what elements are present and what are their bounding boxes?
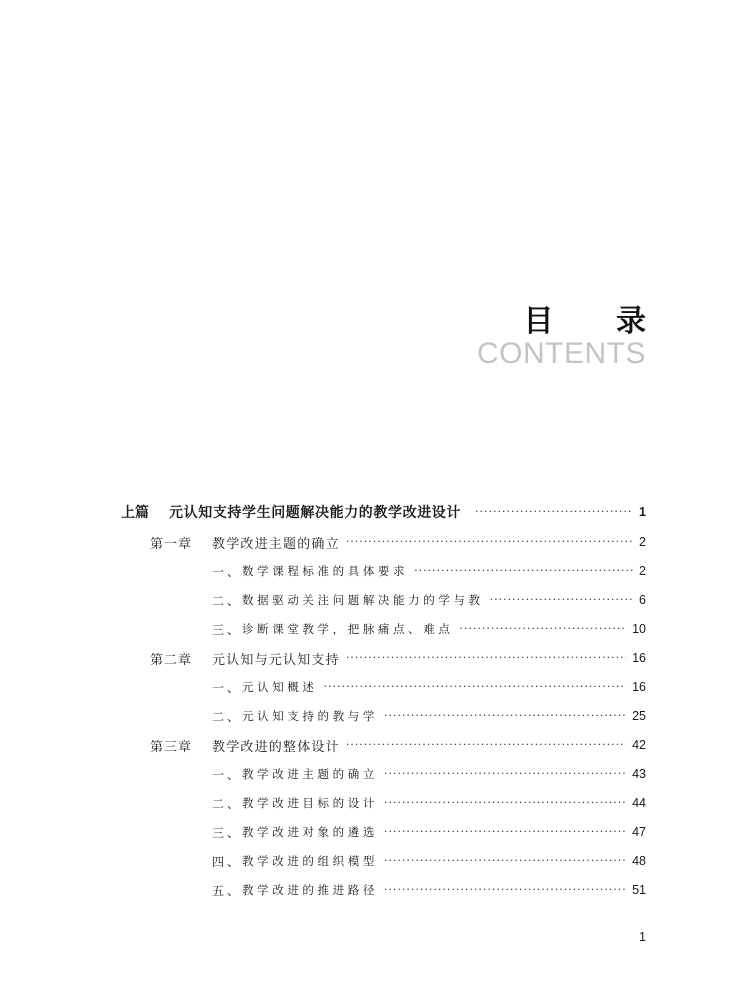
page-number: 1 [639, 930, 646, 944]
dot-leader [384, 704, 626, 728]
dot-leader [414, 559, 633, 583]
toc-section-label: 二、 [212, 796, 243, 811]
toc-section-page: 6 [639, 593, 646, 607]
toc-section-title: 教学改进的推进路径 [242, 883, 378, 897]
toc-entry-chapter-1[interactable] [0, 530, 646, 554]
toc-section-label: 三、 [212, 622, 243, 637]
toc-section-title: 教学改进对象的遴选 [242, 825, 378, 839]
toc-heading-subtitle: CONTENTS [477, 337, 646, 370]
toc-entry-chapter-2[interactable] [0, 646, 646, 670]
dot-leader [384, 878, 626, 902]
toc-section-label: 一、 [212, 680, 243, 695]
toc-chapter-label: 第二章 [150, 652, 193, 668]
toc-entry-chapter-3[interactable] [0, 733, 646, 757]
toc-section-title: 教学改进目标的设计 [242, 796, 378, 810]
toc-section-page: 48 [632, 854, 646, 868]
dot-leader [384, 820, 626, 844]
toc-entry-section[interactable] [0, 588, 646, 612]
toc-section-title: 元认知支持的教与学 [242, 709, 378, 723]
dot-leader [384, 849, 626, 873]
toc-entry-section[interactable] [0, 559, 646, 583]
toc-section-page: 51 [632, 883, 646, 897]
toc-chapter-label: 第三章 [150, 739, 193, 755]
toc-chapter-page: 2 [639, 535, 646, 549]
toc-section-title: 教学改进主题的确立 [242, 767, 378, 781]
toc-entry-part[interactable] [0, 500, 646, 524]
toc-section-label: 三、 [212, 825, 243, 840]
toc-section-page: 16 [632, 680, 646, 694]
toc-entry-section[interactable] [0, 849, 646, 873]
toc-section-label: 一、 [212, 767, 243, 782]
toc-entry-section[interactable] [0, 791, 646, 815]
toc-section-title: 数据驱动关注问题解决能力的学与教 [242, 593, 484, 607]
toc-section-label: 一、 [212, 564, 243, 579]
toc-section-title: 教学改进的组织模型 [242, 854, 378, 868]
toc-section-title: 诊断课堂教学，把脉痛点、难点 [242, 622, 454, 636]
toc-heading-title: 目 录 [523, 304, 672, 339]
toc-entry-section[interactable] [0, 704, 646, 728]
dot-leader [346, 646, 626, 670]
toc-chapter-title: 元认知与元认知支持 [212, 652, 340, 668]
dot-leader [459, 617, 626, 641]
toc-part-page: 1 [639, 505, 646, 519]
dot-leader [384, 762, 626, 786]
toc-chapter-page: 16 [632, 651, 646, 665]
dot-leader [324, 675, 627, 699]
toc-section-label: 四、 [212, 854, 243, 869]
toc-part-title: 元认知支持学生问题解决能力的教学改进设计 [169, 505, 461, 521]
toc-entry-section[interactable] [0, 675, 646, 699]
dot-leader [475, 500, 633, 524]
toc-section-title: 元认知概述 [242, 680, 318, 694]
toc-section-page: 43 [632, 767, 646, 781]
toc-entry-section[interactable] [0, 617, 646, 641]
toc-section-page: 47 [632, 825, 646, 839]
toc-entry-section[interactable] [0, 878, 646, 902]
toc-chapter-title: 教学改进的整体设计 [212, 739, 340, 755]
toc-section-page: 2 [639, 564, 646, 578]
toc-chapter-title: 教学改进主题的确立 [212, 536, 340, 552]
toc-part-label: 上篇 [121, 505, 149, 521]
toc-section-label: 五、 [212, 883, 243, 898]
toc-chapter-page: 42 [632, 738, 646, 752]
toc-section-label: 二、 [212, 709, 243, 724]
dot-leader [346, 733, 626, 757]
dot-leader [490, 588, 633, 612]
toc-chapter-label: 第一章 [150, 536, 193, 552]
toc-entry-section[interactable] [0, 820, 646, 844]
toc-section-page: 25 [632, 709, 646, 723]
toc-section-label: 二、 [212, 593, 243, 608]
toc-section-page: 10 [632, 622, 646, 636]
toc-section-title: 数学课程标准的具体要求 [242, 564, 409, 578]
toc-section-page: 44 [632, 796, 646, 810]
dot-leader [384, 791, 626, 815]
dot-leader [346, 530, 633, 554]
toc-entry-section[interactable] [0, 762, 646, 786]
